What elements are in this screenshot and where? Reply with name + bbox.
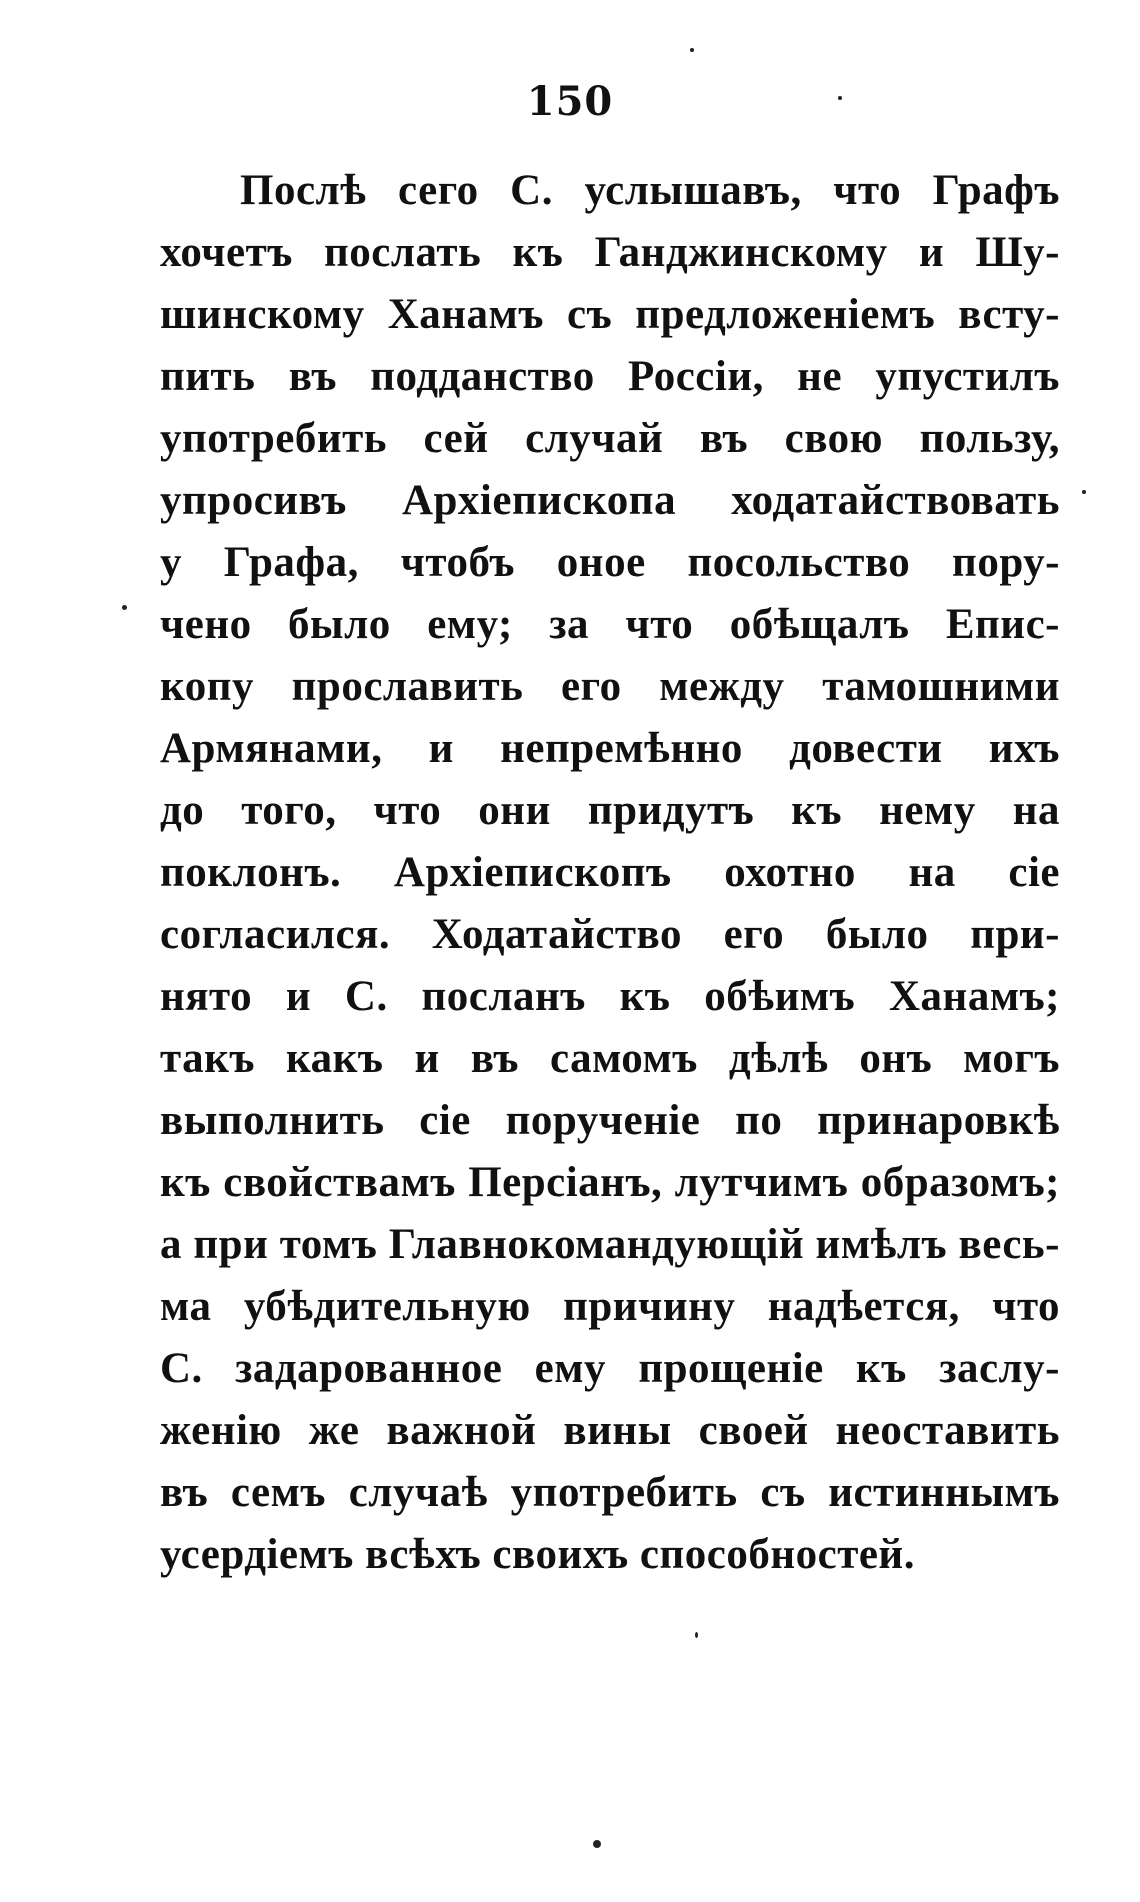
text-line: женію же важной вины своей неоставить xyxy=(160,1407,1060,1454)
text-line: поклонъ. Архіепископъ охотно на сіе xyxy=(160,849,1060,896)
text-line: согласился. Ходатайство его было при- xyxy=(160,911,1060,958)
text-line: упросивъ Архіепископа ходатайствовать xyxy=(160,477,1060,524)
text-line: шинскому Ханамъ съ предложеніемъ всту- xyxy=(160,291,1060,338)
text-line: Армянами, и непремѣнно довести ихъ xyxy=(160,725,1060,772)
text-line: къ свойствамъ Персіанъ, лутчимъ образомъ; xyxy=(160,1159,1060,1206)
scan-speck xyxy=(122,605,127,610)
text-line: усердіемъ всѣхъ своихъ способностей. xyxy=(160,1531,915,1578)
text-line: до того, что они придутъ къ нему на xyxy=(160,787,1060,834)
body-text xyxy=(160,160,1060,1586)
text-line: копу прославить его между тамошними xyxy=(160,663,1060,710)
text-line: употребить сей случай въ свою пользу, xyxy=(160,415,1060,462)
text-line: пить въ подданство Россіи, не упустилъ xyxy=(160,353,1060,400)
text-line: у Графа, чтобъ оное посольство пору- xyxy=(160,539,1060,586)
text-line: С. задарованное ему прощеніе къ заслу- xyxy=(160,1345,1060,1392)
text-line: нято и С. посланъ къ обѣимъ Ханамъ; xyxy=(160,973,1060,1020)
scan-speck xyxy=(690,48,694,52)
text-line: Послѣ сего С. услышавъ, что Графъ xyxy=(240,167,1060,214)
text-line: ма убѣдительную причину надѣется, что xyxy=(160,1283,1060,1330)
text-line: чено было ему; за что обѣщалъ Епис- xyxy=(160,601,1060,648)
text-line: а при томъ Главнокомандующій имѣлъ весь- xyxy=(160,1221,1060,1268)
scan-speck xyxy=(838,96,842,100)
page-number: 150 xyxy=(526,78,614,125)
scan-speck xyxy=(1082,490,1086,494)
text-line: такъ какъ и въ самомъ дѣлѣ онъ могъ xyxy=(160,1035,1060,1082)
scan-speck xyxy=(593,1840,601,1848)
text-line: въ семъ случаѣ употребить съ истиннымъ xyxy=(160,1469,1060,1516)
text-line: хочетъ послать къ Ганджинскому и Шу- xyxy=(160,229,1060,276)
text-line: выполнить сіе порученіе по принаровкѣ xyxy=(160,1097,1060,1144)
scan-speck xyxy=(695,1632,698,1638)
